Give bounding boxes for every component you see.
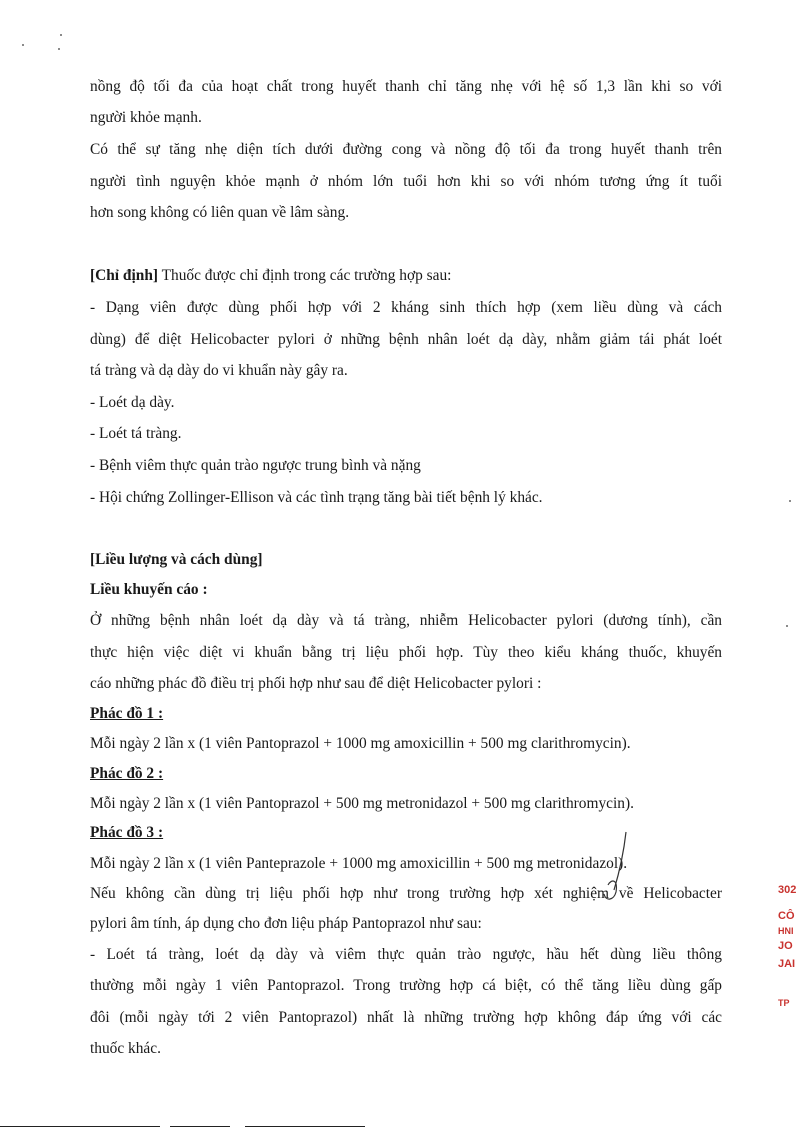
indication-heading: [Chỉ định] (90, 267, 159, 284)
footer-rule (245, 1126, 365, 1127)
stamp-fragment: HNI (778, 926, 794, 936)
indication-item-line: dùng) để diệt Helicobacter pylori ở những bệnh nhân loét dạ dày, nhằm giảm tái phát loét (90, 331, 722, 348)
regimen-label: Phác đồ 1 : (90, 705, 164, 722)
indication-item: - Loét tá tràng. (90, 425, 182, 442)
intro-line: Có thể sự tăng nhẹ diện tích dưới đường cong và nồng độ tối đa trong huyết thanh trên (90, 141, 722, 158)
regimen-text: Mỗi ngày 2 lần x (1 viên Pantoprazol + 1000 mg amoxicillin + 500 mg clarithromycin). (90, 735, 631, 752)
indication-item: - Hội chứng Zollinger-Ellison và các tình trạng tăng bài tiết bệnh lý khác. (90, 489, 543, 506)
dosage-closing-line: đôi (mỗi ngày tới 2 viên Pantoprazol) nhất là những trường hợp không đáp ứng với các (90, 1009, 722, 1026)
stamp-fragment: JAI (778, 958, 796, 970)
stamp-fragment: CÔ (778, 910, 795, 922)
indication-item: - Bệnh viêm thực quản trào ngược trung bình và nặng (90, 457, 421, 474)
dosage-intro-line: Ở những bệnh nhân loét dạ dày và tá tràng, nhiễm Helicobacter pylori (dương tính), cần (90, 612, 722, 629)
regimen-text: Mỗi ngày 2 lần x (1 viên Pantoprazol + 500 mg metronidazol + 500 mg clarithromycin). (90, 795, 634, 812)
indication-intro: Thuốc được chỉ định trong các trường hợp sau: (161, 267, 452, 284)
footer-rule (0, 1126, 160, 1127)
stamp-fragment: 302 (778, 884, 797, 896)
dosage-closing-line: - Loét tá tràng, loét dạ dày và viêm thực quản trào ngược, hầu hết dùng liều thông (90, 946, 722, 963)
stamp-fragment: JO (778, 940, 793, 952)
intro-line: người tình nguyện khỏe mạnh ở nhóm lớn tuổi hơn khi so với nhóm tương ứng ít tuổi (90, 173, 722, 190)
indication-item: - Loét dạ dày. (90, 394, 175, 411)
indication-heading-line (90, 266, 451, 286)
signature-mark (588, 830, 638, 910)
dosage-intro-line: cáo những phác đồ điều trị phối hợp như sau để diệt Helicobacter pylori : (90, 675, 542, 692)
dosage-closing-line: Nếu không cần dùng trị liệu phối hợp như trong trường hợp xét nghiệm về Helicobacter (90, 885, 722, 902)
dosage-closing-line: thường mỗi ngày 1 viên Pantoprazol. Trong trường hợp cá biệt, có thể tăng liều dùng gấp (90, 977, 722, 994)
dosage-subheading: Liều khuyến cáo : (90, 581, 208, 598)
indication-item-line: - Dạng viên được dùng phối hợp với 2 kháng sinh thích hợp (xem liều dùng và cách (90, 299, 722, 316)
regimen-text: Mỗi ngày 2 lần x (1 viên Panteprazole + 1000 mg amoxicillin + 500 mg metronidazol). (90, 855, 628, 872)
footer-rule (170, 1126, 230, 1127)
dosage-closing-line: pylori âm tính, áp dụng cho đơn liệu pháp Pantoprazol như sau: (90, 915, 482, 932)
intro-line: người khỏe mạnh. (90, 109, 202, 126)
intro-line: hơn song không có liên quan về lâm sàng. (90, 204, 350, 221)
intro-line: nồng độ tối đa của hoạt chất trong huyết thanh chỉ tăng nhẹ với hệ số 1,3 lần khi so với (90, 78, 722, 95)
dosage-closing-line: thuốc khác. (90, 1040, 161, 1057)
indication-item-line: tá tràng và dạ dày do vi khuẩn này gây ra. (90, 362, 348, 379)
stamp-fragment: TP (778, 998, 790, 1008)
dosage-heading: [Liều lượng và cách dùng] (90, 551, 263, 568)
stamp-partial (775, 880, 799, 1020)
dosage-intro-line: thực hiện việc diệt vi khuẩn bằng trị liệu phối hợp. Tùy theo kiểu kháng thuốc, khuyến (90, 644, 722, 661)
regimen-label: Phác đồ 2 : (90, 765, 164, 782)
regimen-label: Phác đồ 3 : (90, 824, 164, 841)
